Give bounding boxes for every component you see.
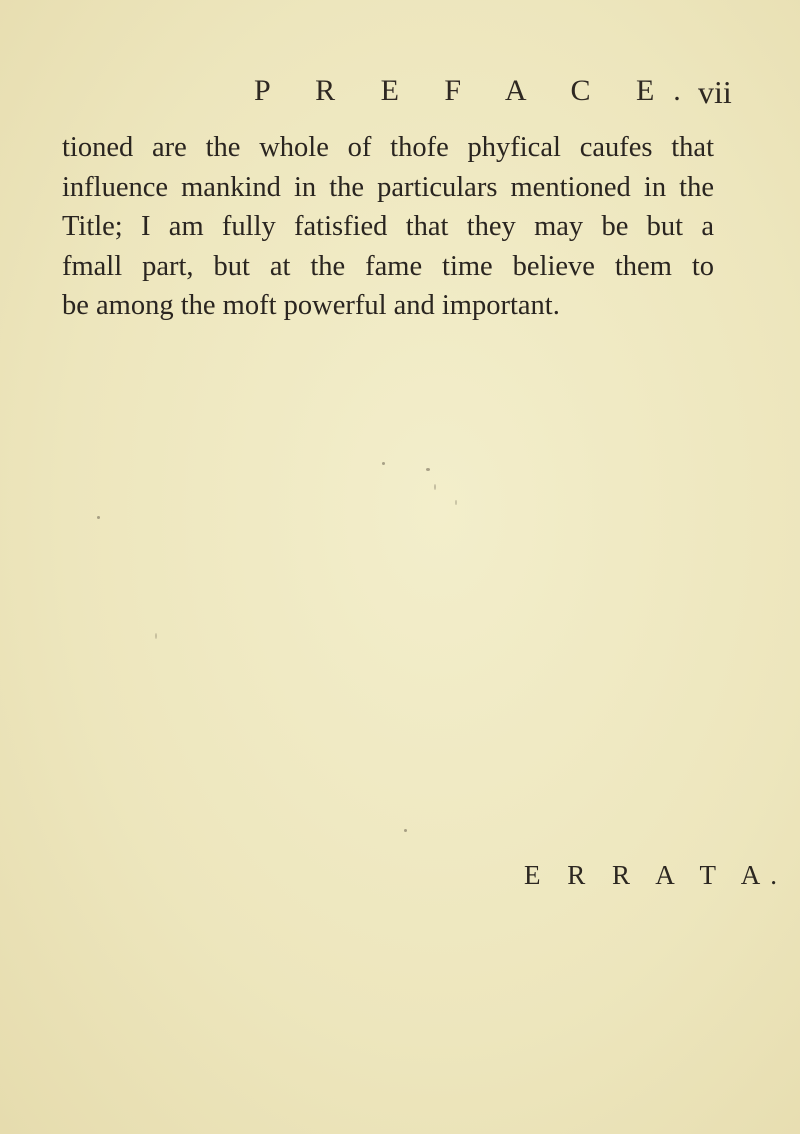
paper-speck (97, 516, 100, 519)
errata-heading: E R R A T A. (524, 860, 788, 890)
text-line: tioned are the whole of thofe phyfical caufes that (62, 132, 714, 163)
text-line: influence mankind in the particulars mentioned in the (62, 171, 714, 203)
text-line: fmall part, but at the fame time believe them to (62, 250, 714, 282)
paper-speck (455, 500, 457, 505)
text-line: be among the moft powerful and important. (62, 290, 560, 321)
text-line: Title; I am fully fatisfied that they may be but a (62, 211, 714, 242)
running-head (0, 74, 800, 114)
paper-speck (404, 829, 407, 832)
paper-speck (155, 633, 157, 639)
paper-speck (382, 462, 385, 465)
paper-speck (426, 468, 430, 471)
paper-speck (434, 484, 436, 490)
running-title: P R E F A C E. (254, 74, 700, 107)
body-paragraph (62, 128, 714, 326)
page-number: vii (698, 74, 732, 110)
